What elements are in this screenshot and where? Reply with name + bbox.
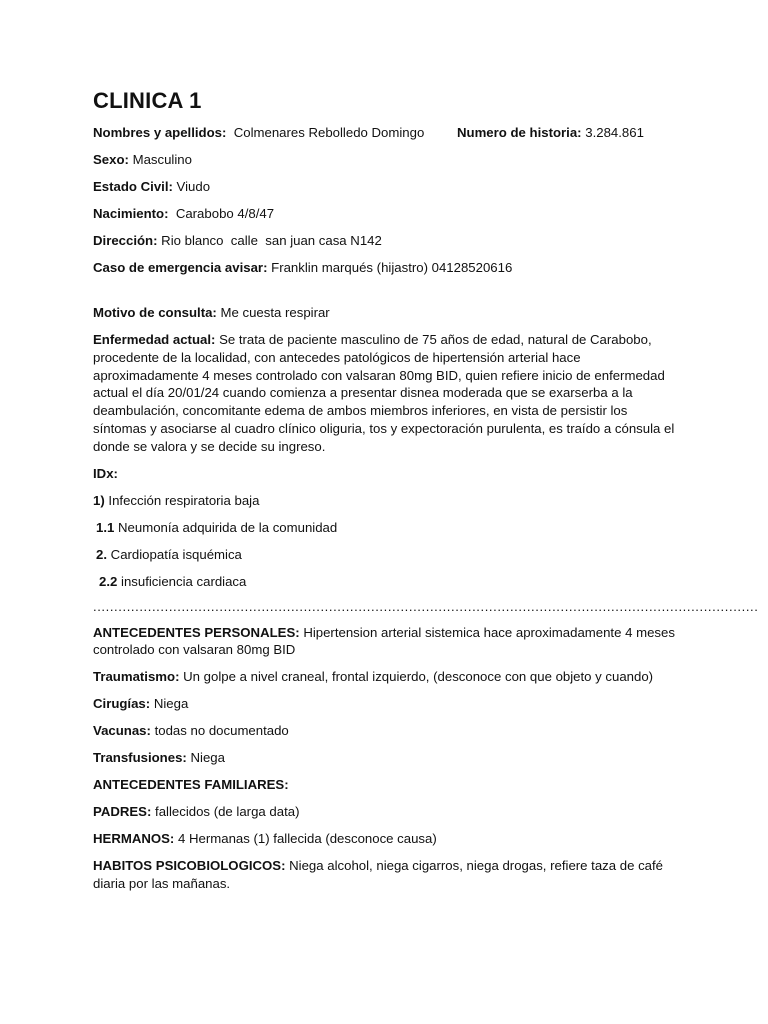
marital-status-label: Estado Civil: — [93, 179, 173, 194]
transfusions-label: Transfusiones: — [93, 750, 187, 766]
parents-field — [93, 803, 678, 821]
diagnosis-item-text: insuficiencia cardiaca — [121, 573, 247, 589]
patient-name-field — [93, 124, 457, 142]
sex-field — [93, 151, 678, 169]
surgeries-value: Niega — [153, 696, 189, 712]
emergency-contact-value: Franklin marqués (hijastro) 04128520616 — [271, 260, 513, 275]
diagnosis-item-text: Cardiopatía isquémica — [110, 546, 242, 562]
vaccines-label: Vacunas: — [93, 723, 151, 739]
patient-name-value: Colmenares Rebolledo Domingo — [233, 125, 425, 140]
diagnosis-item-number: 1) — [93, 492, 105, 508]
birth-label: Nacimiento: — [93, 206, 169, 221]
diagnosis-item-number: 1.1 — [96, 519, 115, 535]
emergency-contact-label: Caso de emergencia avisar: — [93, 260, 268, 275]
birth-value: Carabobo 4/8/47 — [175, 206, 275, 221]
current-illness-label: Enfermedad actual: — [93, 332, 216, 347]
personal-history-label: ANTECEDENTES PERSONALES: — [93, 624, 300, 640]
vaccines-value: todas no documentado — [154, 723, 289, 739]
transfusions-field — [93, 749, 678, 767]
parents-value: fallecidos (de larga data) — [155, 804, 300, 820]
siblings-field — [93, 830, 678, 848]
section-spacer — [93, 286, 678, 304]
marital-status-value: Viudo — [176, 179, 211, 194]
address-label: Dirección: — [93, 233, 158, 248]
surgeries-label: Cirugías: — [93, 696, 151, 712]
diagnosis-item — [93, 546, 678, 564]
diagnosis-item-text: Infección respiratoria baja — [108, 492, 260, 508]
diagnosis-item-number: 2. — [96, 546, 107, 562]
address-field — [93, 232, 678, 250]
personal-history-field — [93, 624, 678, 660]
habits-value: Niega alcohol, niega cigarros, niega drogas, refiere taza de café diaria por las mañanas. — [93, 858, 664, 891]
trauma-field — [93, 668, 678, 686]
consultation-reason-value: Me cuesta respirar — [220, 305, 330, 320]
siblings-label: HERMANOS: — [93, 831, 175, 847]
vaccines-field — [93, 722, 678, 740]
clinical-history-document — [93, 88, 759, 902]
sex-label: Sexo: — [93, 152, 129, 167]
history-number-value: 3.284.861 — [585, 125, 644, 140]
diagnosis-item — [93, 492, 678, 510]
emergency-contact-field — [93, 259, 678, 277]
consultation-reason-label: Motivo de consulta: — [93, 305, 217, 320]
habits-label: HABITOS PSICOBIOLOGICOS: — [93, 858, 286, 874]
diagnosis-item — [93, 519, 678, 537]
habits-field — [93, 857, 678, 893]
diagnosis-heading — [93, 465, 678, 483]
current-illness-field — [93, 331, 678, 456]
history-number-label: Numero de historia: — [457, 125, 582, 140]
identification-row — [93, 124, 678, 142]
surgeries-field — [93, 695, 678, 713]
sex-value: Masculino — [132, 152, 192, 167]
address-value: Rio blanco calle san juan casa N142 — [161, 233, 382, 248]
trauma-value: Un golpe a nivel craneal, frontal izquierdo, (desconoce con que objeto y cuando) — [183, 669, 654, 685]
patient-name-label: Nombres y apellidos: — [93, 125, 227, 140]
diagnosis-item — [93, 573, 678, 591]
dotted-separator: .............................................................................................................................................................. — [93, 598, 759, 614]
document-title: CLINICA 1 — [93, 88, 202, 113]
diagnosis-item-text: Neumonía adquirida de la comunidad — [118, 519, 338, 535]
siblings-value: 4 Hermanas (1) fallecida (desconoce causa) — [178, 831, 437, 847]
family-history-heading — [93, 776, 678, 794]
diagnosis-item-number: 2.2 — [99, 573, 118, 589]
transfusions-value: Niega — [190, 750, 225, 766]
history-number-field — [457, 124, 644, 142]
marital-status-field — [93, 178, 678, 196]
family-history-label: ANTECEDENTES FAMILIARES: — [93, 777, 289, 793]
birth-field — [93, 205, 678, 223]
personal-history-value: Hipertension arterial sistemica hace aproximadamente 4 meses controlado con valsaran 80mg BID — [93, 624, 675, 658]
current-illness-value: Se trata de paciente masculino de 75 años de edad, natural de Carabobo, procedente de la localidad, con antecedes patológicos de hipertensión arterial hace aproximadamente 4 meses controlado con valsaran 80mg BID, quien refiere inicio de enfermedad actual el día 20/01/24 cuando comienza a presentar disnea moderada que se exarserba a la deambulación, concomitante edema de ambos miembros inferiores, en vista de persistir los síntomas y asociarse al cuadro clínico oliguria, tos y expectoración purulenta, es traído a cónsula el donde se valora y se decide su ingreso. — [93, 332, 675, 454]
trauma-label: Traumatismo: — [93, 669, 180, 685]
diagnosis-label: IDx: — [93, 465, 118, 481]
parents-label: PADRES: — [93, 804, 152, 820]
consultation-reason-field — [93, 304, 678, 322]
